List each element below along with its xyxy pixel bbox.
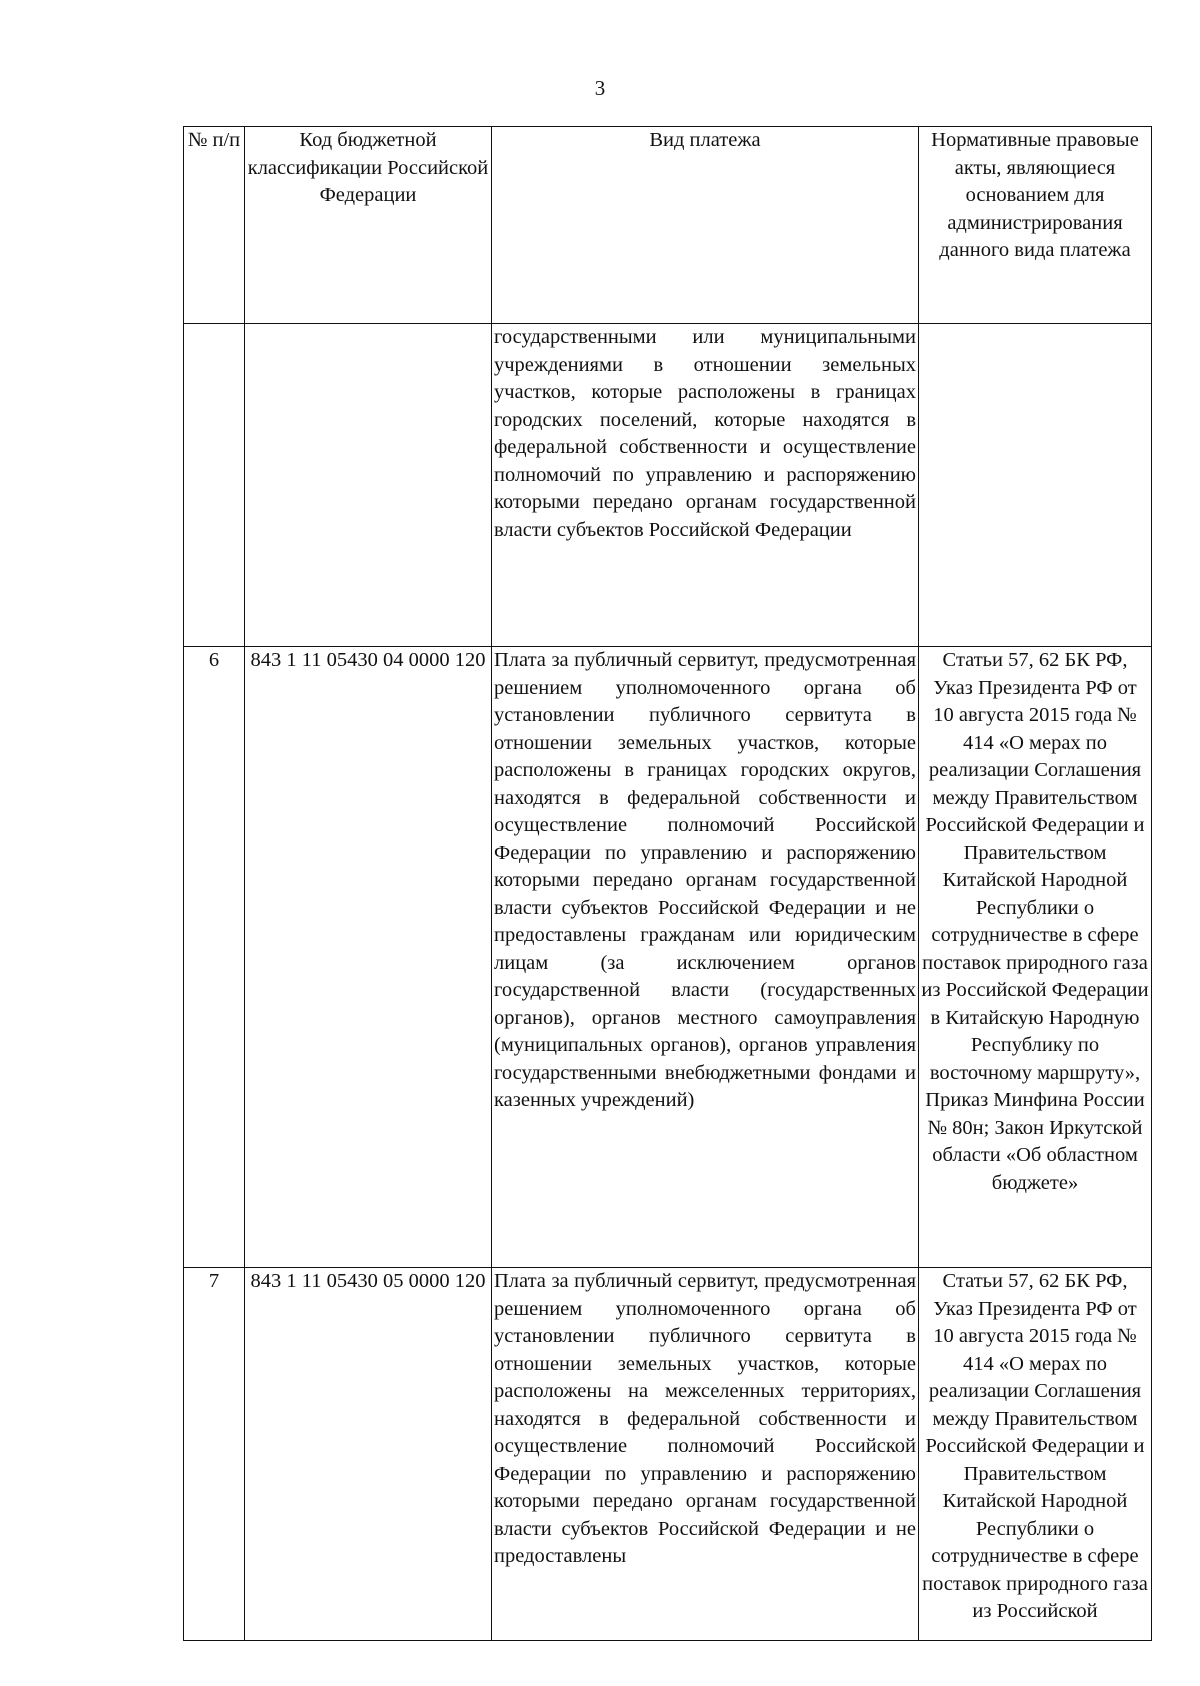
row-payment-type: Плата за публичный сервитут, предусмотренная решением уполномоченного органа об установлении публичного сервитута в отношении земельных участков, которые расположены на межселенных территориях, находятся в федеральной собственности и осуществление полномочий Российской Федерации по управлению и распоряжению которыми передано органам государственной власти субъектов Российской Федерации и не предоставлены: [492, 1268, 919, 1641]
row-payment-type: государственными или муниципальными учреждениями в отношении земельных участков, которые расположены в границах городских поселений, которые находятся в федеральной собственности и осуществление полномочий по управлению и распоряжению которыми передано органам государственной власти субъектов Российской Федерации: [492, 324, 919, 647]
kbk-table: [183, 126, 1152, 1641]
row-kbk: 843 1 11 05430 05 0000 120: [245, 1268, 492, 1641]
row-kbk: [245, 324, 492, 647]
header-legal-acts: Нормативные правовые акты, являющиеся основанием для администрирования данного вида платежа: [919, 127, 1152, 324]
row-legal-acts: [919, 324, 1152, 647]
row-kbk: 843 1 11 05430 04 0000 120: [245, 647, 492, 1268]
table-header-row: [184, 127, 1152, 324]
row-num: [184, 324, 245, 647]
row-legal-acts: Статьи 57, 62 БК РФ, Указ Президента РФ от 10 августа 2015 года № 414 «О мерах по реализации Соглашения между Правительством Российской Федерации и Правительством Китайской Народной Республики о сотрудничестве в сфере поставок природного газа из Российской Федерации в Китайскую Народную Республику по восточному маршруту», Приказ Минфина России № 80н; Закон Иркутской области «Об областном бюджете»: [919, 647, 1152, 1268]
table-row: [184, 1268, 1152, 1641]
row-num: 7: [184, 1268, 245, 1641]
table-row: [184, 647, 1152, 1268]
table-row: [184, 324, 1152, 647]
row-legal-acts: Статьи 57, 62 БК РФ, Указ Президента РФ от 10 августа 2015 года № 414 «О мерах по реализации Соглашения между Правительством Российской Федерации и Правительством Китайской Народной Республики о сотрудничестве в сфере поставок природного газа из Российской: [919, 1268, 1152, 1641]
row-payment-type: Плата за публичный сервитут, предусмотренная решением уполномоченного органа об установлении публичного сервитута в отношении земельных участков, которые расположены в границах городских округов, находятся в федеральной собственности и осуществление полномочий Российской Федерации по управлению и распоряжению которыми передано органам государственной власти субъектов Российской Федерации и не предоставлены гражданам или юридическим лицам (за исключением органов государственной власти (государственных органов), органов местного самоуправления (муниципальных органов), органов управления государственными внебюджетными фондами и казенных учреждений): [492, 647, 919, 1268]
header-num: № п/п: [184, 127, 245, 324]
page-number: 3: [594, 76, 606, 100]
header-kbk: Код бюджетной классификации Российской Федерации: [245, 127, 492, 324]
header-payment-type: Вид платежа: [492, 127, 919, 324]
row-num: 6: [184, 647, 245, 1268]
